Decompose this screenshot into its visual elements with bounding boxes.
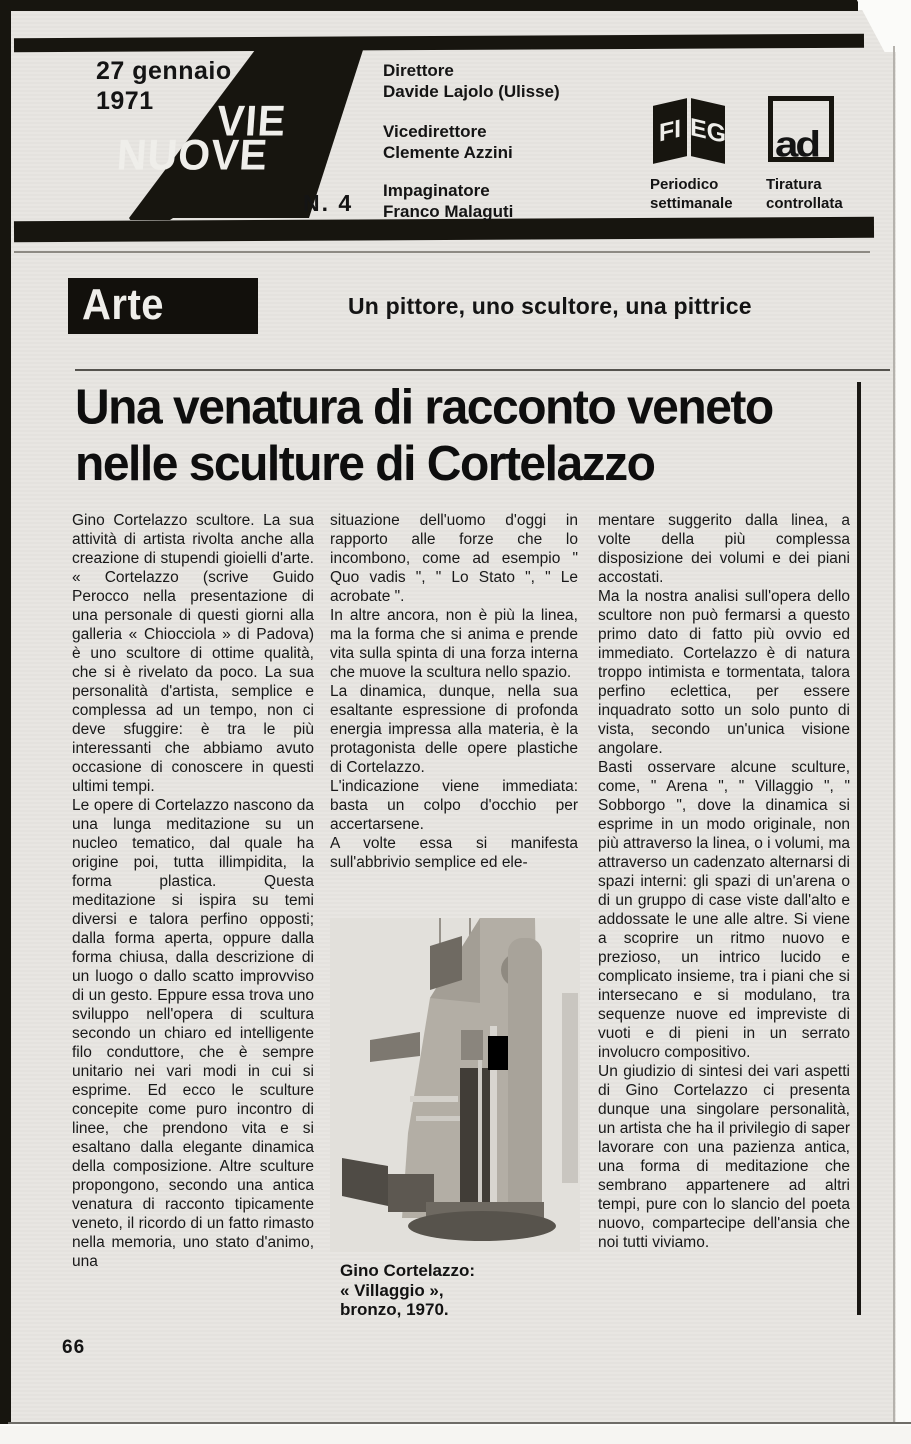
- fieg-logo-right-panel: EG: [691, 98, 725, 164]
- paragraph: Ma la nostra analisi sull'opera dello scultore non può fermarsi a questo primo dato di fatto più ovvio ed immediato. Cortelazzo è di natura troppo intimista e tormentata, talora perfino eclettica, per essere inquadrato sotto un solo punto di vista, secondo un'unica visione angolare.: [598, 588, 850, 757]
- photo-caption: [340, 1261, 475, 1320]
- paragraph: Basti osservare alcune sculture, come, " Arena ", " Villaggio ", " Sobborgo ", dove la dinamica si esprime in un modo originale, non più attraverso la linea, o i volumi, ma attraverso un cadenzato alternarsi di spazi interni: gli spazi di un'arena o di un gruppo di case viste dall'alto e addossate le une alle altre. Si viene a scoprire un ritmo nuovo e prezioso, un intrico lucido e complicato insieme, tra i piani che si intersecano e si modulano, tra sequenze nuove ed impreviste di vuoti e di pieni in un serrato involucro compositivo.: [598, 759, 850, 1061]
- scan-edge-top: [0, 0, 858, 11]
- fieg-caption-line1: Periodico: [650, 176, 719, 193]
- ad-logo: [768, 96, 834, 165]
- page-number: 66: [62, 1337, 86, 1358]
- section-kicker: Un pittore, uno scultore, una pittrice: [348, 293, 752, 319]
- paragraph: In altre ancora, non è più la linea, ma la forma che si anima e prende vita sulla spinta di una forza interna che muove la scultura nello spazio.: [330, 607, 578, 681]
- role-direttore: [383, 60, 560, 102]
- headline-line2: nelle sculture di Cortelazzo: [75, 436, 655, 492]
- paragraph: mentare suggerito dalla linea, a volte della più complessa disposizione dei volumi e dei piani accostati.: [598, 512, 850, 586]
- role-title: Direttore: [383, 61, 454, 80]
- bottom-rule: [8, 1422, 911, 1424]
- right-margin: [896, 0, 911, 1444]
- paragraph: situazione dell'uomo d'oggi in rapporto alle forze che lo incombono, come ad esempio " Quo vadis ", " Lo Stato ", " Le acrobate ".: [330, 512, 578, 605]
- fieg-caption: [650, 175, 733, 213]
- fieg-logo-left-panel: FI: [653, 98, 687, 164]
- issue-date-line1: 27 gennaio: [96, 57, 232, 85]
- masthead-thin-rule: [14, 251, 870, 253]
- fieg-logo: [652, 94, 728, 168]
- article-right-rule: [857, 382, 861, 1315]
- article-column-1: [72, 511, 314, 1271]
- role-title: Impaginatore: [383, 181, 490, 200]
- paragraph: Un giudizio di sintesi dei vari aspetti di Gino Cortelazzo ci presenta dunque una singolare personalità, un artista che ha il privilegio di saper lavorare con una pazienza antica, una forma di meditazione che sembrano appartenere ad altri tempi, pure con lo slancio del poeta nuovo, compartecipe dell'ansia che noi tutti viviamo.: [598, 1063, 850, 1251]
- paragraph: A volte essa si manifesta sull'abbrivio semplice ed ele-: [330, 835, 578, 871]
- paragraph: Gino Cortelazzo scultore. La sua attività di artista rivolta anche alla creazione di stupendi gioielli d'arte. « Cortelazzo (scrive Guido Perocco nella presentazione di una personale di questi giorni alla galleria « Chiocciola » di Padova) è uno scultore di ottime qualità, che si è rivelato da poco. La sua personalità d'artista, semplice e complessa ad un tempo, non ci deve sfuggire: è tra le più interessanti che abbiamo avuto occasione di conoscere in questi ultimi tempi.: [72, 512, 314, 795]
- paragraph: L'indicazione viene immediata: basta un colpo d'occhio per accertarsene.: [330, 778, 578, 833]
- role-name: Franco Malaguti: [383, 202, 514, 221]
- caption-line3: bronzo, 1970.: [340, 1300, 449, 1319]
- ad-caption: [766, 175, 843, 213]
- sculpture-photo: [330, 918, 580, 1252]
- caption-line1: Gino Cortelazzo:: [340, 1261, 476, 1280]
- section-label-box: [68, 278, 258, 334]
- ad-logo-text: ad: [775, 124, 819, 165]
- issue-date-line2: 1971: [96, 87, 154, 115]
- headline-top-rule: [75, 369, 890, 371]
- paragraph: Le opere di Cortelazzo nascono da una lunga meditazione su un nucleo tematico, dal quale ha origine poi, tutta illimpidita, la forma plastica. Questa meditazione si ispira su temi diversi e talora perfino opposti; dalla forma aperta, oppure dalla forma chiusa, dalla descrizione di un luogo o dallo scatto improvviso di un gesto. Eppure essa trova uno sviluppo nell'opera di scultura secondo un chiaro ed intelligente filo conduttore, che è sempre unitario nei vari modi in cui si esprime. Ed ecco le sculture concepite come puro incontro di linee, che prendono vita e si esaltano dalla elegante dinamica della composizione. Altre sculture propongono, secondo una antica venatura di racconto tipicamente veneto, il ricordo di un fatto rimasto nella memoria, uno stato d'animo, una: [72, 797, 314, 1270]
- role-name: Davide Lajolo (Ulisse): [383, 82, 560, 101]
- issue-number: N. 4: [303, 190, 354, 216]
- role-impaginatore: [383, 180, 513, 222]
- article-column-2: [330, 511, 578, 872]
- vie-nuove-logo-text-vie: VIE: [215, 96, 288, 146]
- role-vicedirettore: [383, 121, 513, 163]
- bottom-margin: [0, 1426, 911, 1444]
- article-column-3: [598, 511, 850, 1252]
- sculpture-illustration: [330, 918, 580, 1252]
- role-name: Clemente Azzini: [383, 143, 513, 162]
- paragraph: La dinamica, dunque, nella sua esaltante espressione di profonda energia impressa alla materia, è la protagonista delle opere plastiche di Cortelazzo.: [330, 683, 578, 776]
- role-title: Vicedirettore: [383, 122, 487, 141]
- ad-caption-line1: Tiratura: [766, 176, 822, 193]
- vie-nuove-logo-text-nuove: NUOVE: [115, 130, 270, 180]
- paper-edge-shadow: [893, 46, 895, 1422]
- scan-edge-left: [0, 0, 11, 1424]
- section-label: Arte: [82, 281, 165, 329]
- fieg-caption-line2: settimanale: [650, 195, 733, 212]
- caption-line2: « Villaggio »,: [340, 1280, 444, 1300]
- article-headline: [75, 379, 865, 492]
- headline-line1: Una venatura di racconto veneto: [75, 380, 773, 435]
- ad-caption-line2: controllata: [766, 195, 843, 212]
